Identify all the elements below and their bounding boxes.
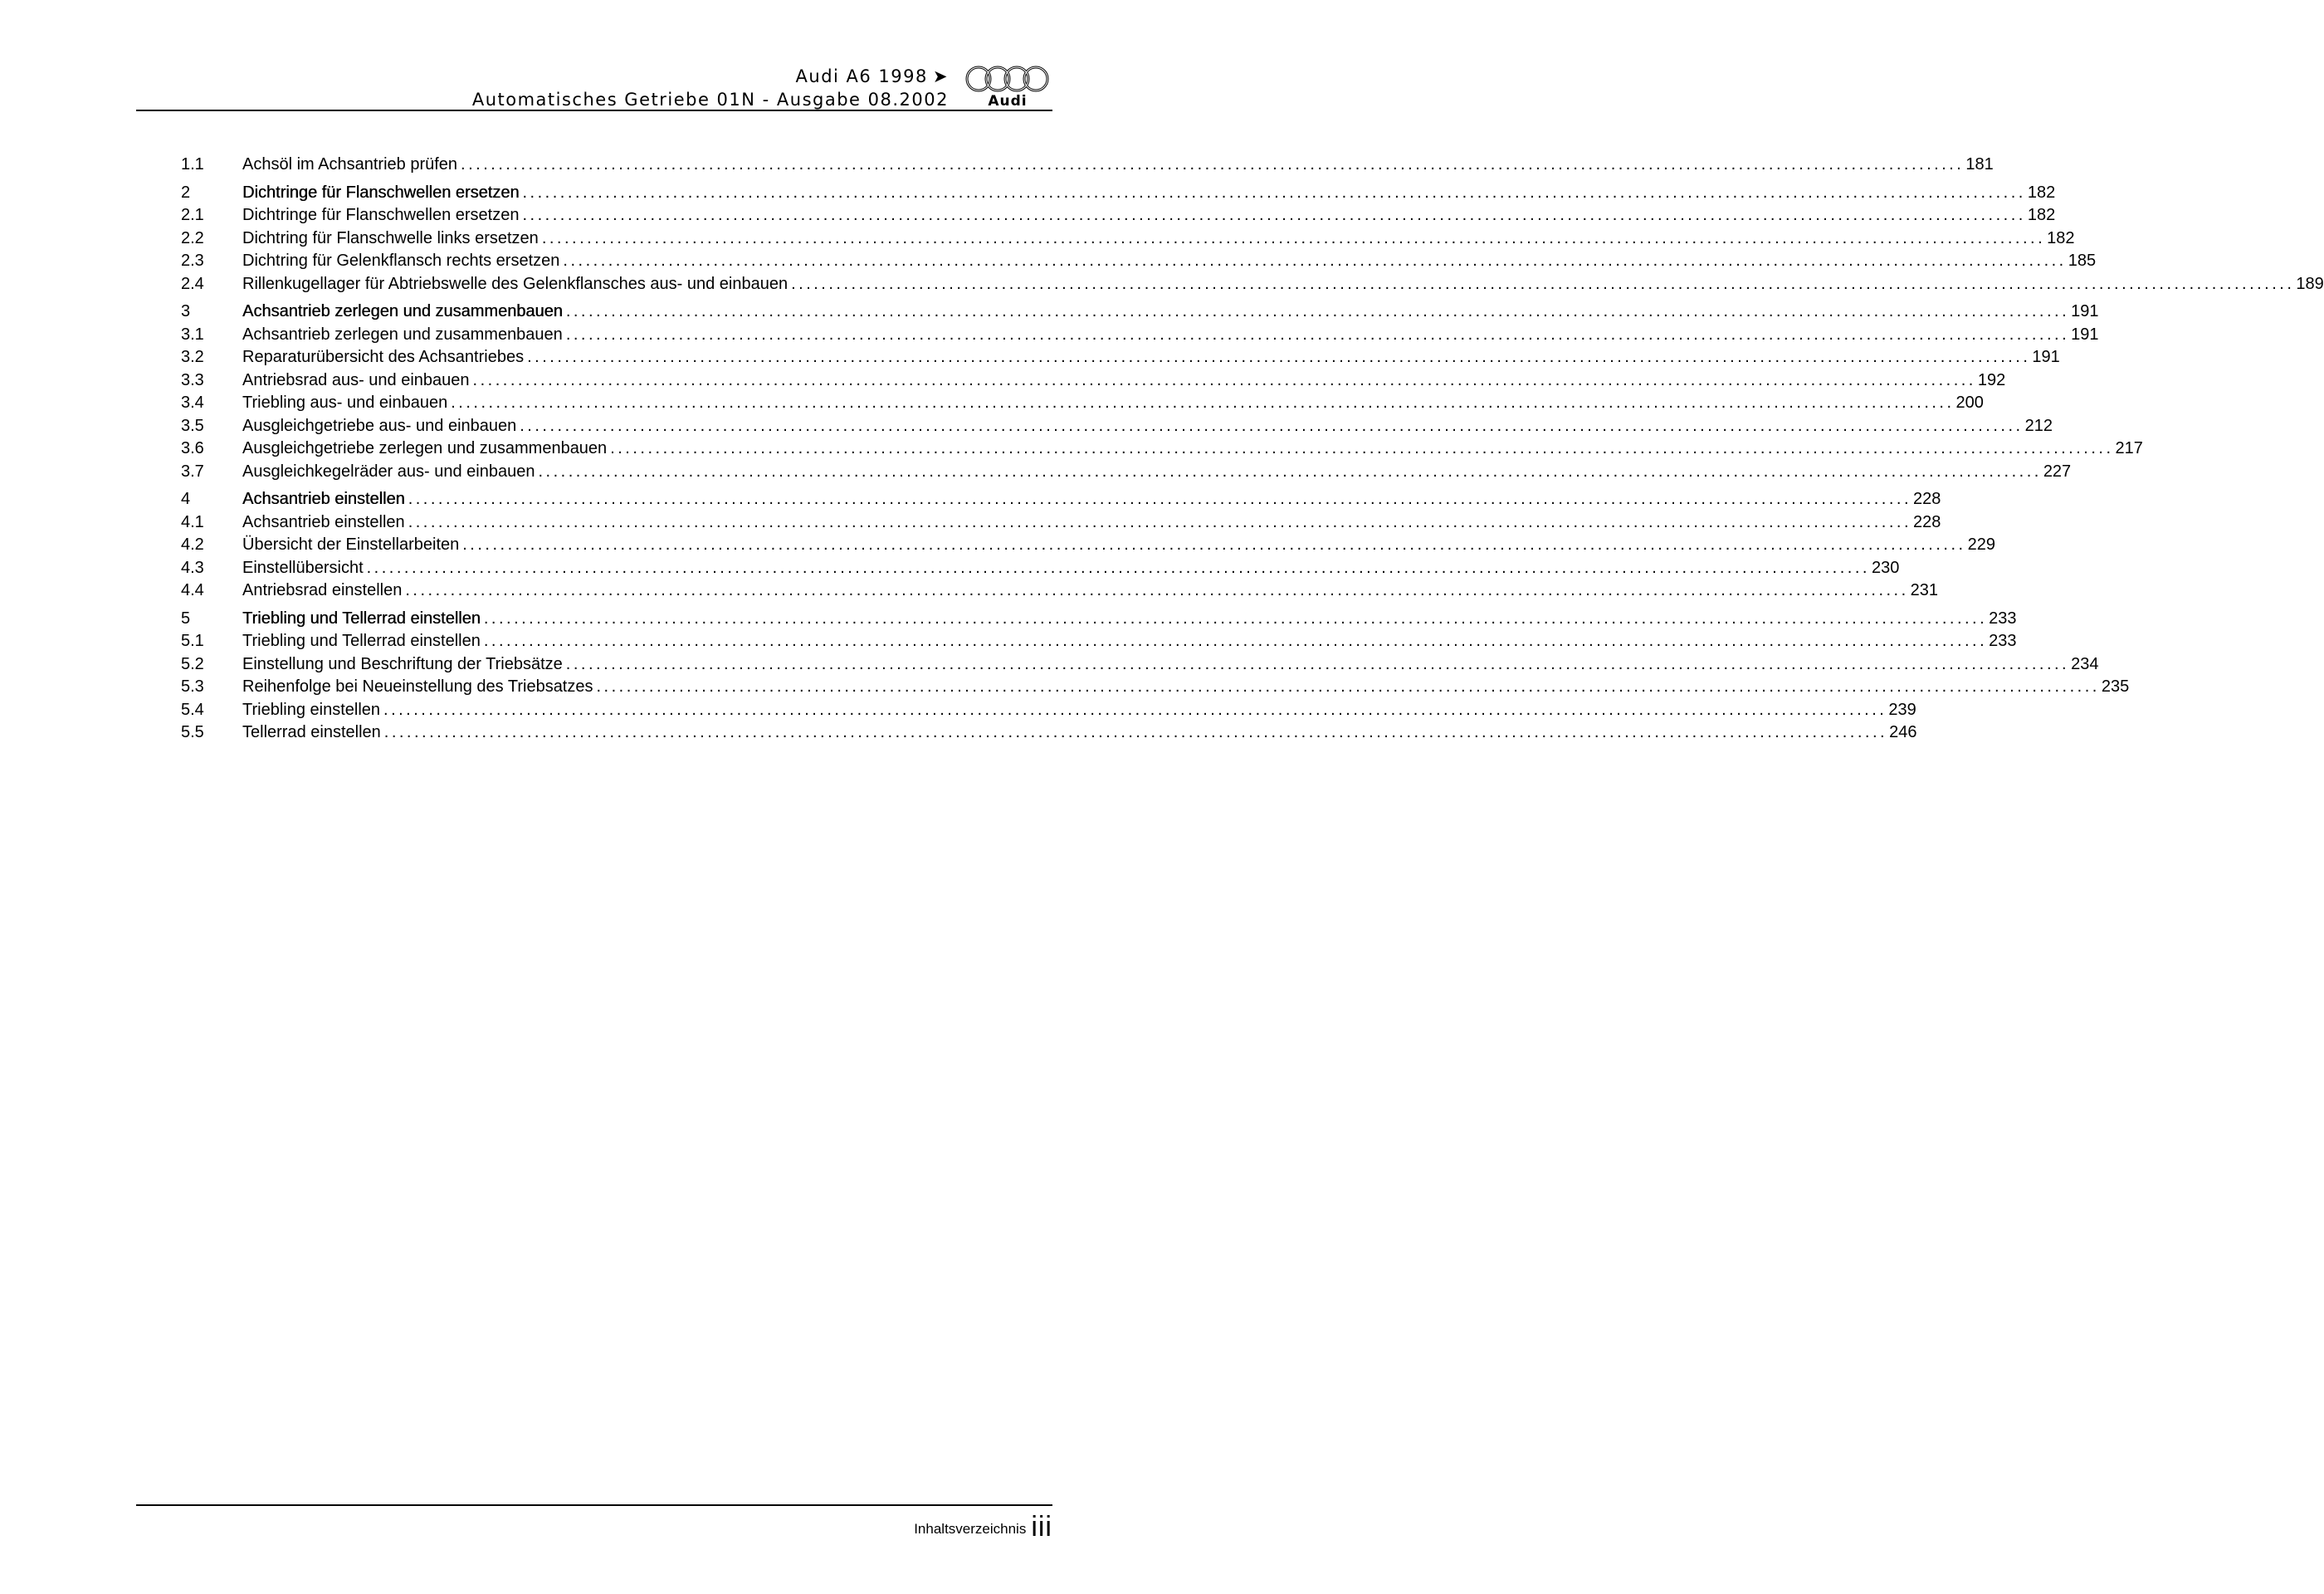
toc-row[interactable] (181, 557, 1900, 580)
toc-dot-leader: ........................................................................................................................................................................................................ (596, 677, 2100, 696)
toc-title: Tellerrad einstellen (242, 723, 381, 741)
toc-row[interactable] (181, 630, 2017, 653)
toc-title: Ausgleichgetriebe aus- und einbauen (242, 416, 517, 435)
toc-number: 2.4 (181, 274, 204, 293)
toc-page-number: 229 (1967, 535, 1995, 554)
toc-title: Triebling und Tellerrad einstellen (242, 609, 481, 628)
toc-dot-leader: ........................................................................................................................................................................................................ (383, 700, 1887, 719)
header-divider (136, 110, 1052, 111)
toc-row[interactable] (181, 273, 2324, 296)
footer-page-number: iii (1031, 1511, 1052, 1543)
toc-number: 5.2 (181, 654, 204, 673)
toc-dot-leader: ........................................................................................................................................................................................................ (522, 206, 2026, 224)
toc-dot-leader: ........................................................................................................................................................................................................ (563, 252, 2067, 270)
toc-row[interactable] (181, 653, 2099, 677)
header-model-text: Audi A6 1998 (795, 66, 928, 86)
toc-page-number: 233 (1989, 609, 2017, 628)
toc-title: Antriebsrad einstellen (242, 581, 403, 599)
toc-page-number: 233 (1989, 632, 2017, 650)
toc-page-number: 191 (2071, 302, 2099, 320)
toc-page-number: 212 (2024, 416, 2053, 435)
toc-page-number: 228 (1913, 512, 1941, 531)
toc-number: 3.5 (181, 416, 204, 435)
toc-page-number: 231 (1910, 581, 1939, 599)
toc-dot-leader: ........................................................................................................................................................................................................ (366, 558, 1870, 577)
footer-divider (136, 1504, 1052, 1506)
toc-title: Achsantrieb zerlegen und zusammenbauen (242, 325, 563, 344)
toc-number: 4.3 (181, 558, 204, 577)
toc-page-number: 230 (1871, 558, 1900, 577)
toc-title: Antriebsrad aus- und einbauen (242, 370, 470, 389)
audi-logo (963, 65, 1052, 111)
toc-number: 5.1 (181, 632, 204, 650)
toc-page-number: 192 (1977, 370, 2006, 389)
toc-dot-leader: ........................................................................................................................................................................................................ (520, 416, 2024, 435)
toc-row[interactable] (181, 204, 2056, 227)
toc-dot-leader: ........................................................................................................................................................................................................ (405, 581, 1909, 599)
page-header (136, 63, 1052, 113)
toc-number: 3.2 (181, 348, 204, 366)
toc-chapter-row[interactable] (181, 488, 1941, 511)
toc-dot-leader: ........................................................................................................................................................................................................ (461, 155, 1965, 174)
toc-dot-leader: ........................................................................................................................................................................................................ (383, 723, 1888, 741)
toc-row[interactable] (181, 721, 1917, 745)
toc-title: Reparaturübersicht des Achsantriebes (242, 348, 525, 366)
toc-dot-leader: ........................................................................................................................................................................................................ (408, 512, 1912, 531)
toc-row[interactable] (181, 534, 1995, 557)
toc-number: 1.1 (181, 155, 204, 174)
toc-page-number: 246 (1889, 723, 1917, 741)
toc-row[interactable] (181, 699, 1916, 722)
toc-number: 3 (181, 302, 191, 320)
toc-title: Dichtring für Gelenkflansch rechts ersetzen (242, 252, 560, 270)
toc-dot-leader: ........................................................................................................................................................................................................ (565, 302, 2070, 320)
audi-rings-icon (963, 65, 1052, 93)
toc-page-number: 228 (1913, 490, 1941, 508)
toc-page-number: 191 (2071, 325, 2099, 344)
toc-page-number: 234 (2071, 654, 2099, 673)
toc-row[interactable] (181, 461, 2072, 484)
toc-title: Reihenfolge bei Neueinstellung des Triebsatzes (242, 677, 593, 696)
toc-row[interactable] (181, 227, 2075, 251)
toc-dot-leader: ........................................................................................................................................................................................................ (610, 439, 2114, 457)
toc-number: 5.4 (181, 700, 204, 719)
toc-title: Einstellung und Beschriftung der Triebsätze (242, 654, 563, 673)
toc-number: 3.7 (181, 462, 204, 481)
toc-title: Rillenkugellager für Abtriebswelle des Gelenkflansches aus- und einbauen (242, 274, 788, 293)
toc-row[interactable] (181, 676, 2130, 699)
toc-row[interactable] (181, 324, 2099, 347)
toc-dot-leader: ........................................................................................................................................................................................................ (527, 348, 2031, 366)
toc-title: Einstellübersicht (242, 558, 364, 577)
toc-title: Achsantrieb einstellen (242, 490, 405, 508)
toc-title: Dichtring für Flanschwelle links ersetzen (242, 228, 539, 247)
toc-dot-leader: ........................................................................................................................................................................................................ (541, 228, 2046, 247)
toc-title: Achsöl im Achsantrieb prüfen (242, 155, 458, 174)
arrow-icon: ➤ (932, 66, 949, 86)
toc-title: Ausgleichgetriebe zerlegen und zusammenbauen (242, 439, 608, 457)
toc-chapter-row[interactable] (181, 182, 2056, 205)
toc-row[interactable] (181, 415, 2053, 438)
toc-row[interactable] (181, 369, 2006, 393)
audi-logo-text: Audi (988, 93, 1028, 110)
toc-number: 3.3 (181, 370, 204, 389)
toc-dot-leader: ........................................................................................................................................................................................................ (472, 370, 1976, 389)
toc-page-number: 189 (2296, 274, 2324, 293)
toc-page-number: 227 (2043, 462, 2072, 481)
toc-title: Achsantrieb einstellen (242, 512, 405, 531)
toc-title: Triebling und Tellerrad einstellen (242, 632, 481, 650)
toc-page-number: 182 (2047, 228, 2075, 247)
toc-title: Dichtringe für Flanschwellen ersetzen (242, 206, 520, 224)
toc-number: 5.5 (181, 723, 204, 741)
header-model (796, 66, 949, 86)
toc-number: 4.4 (181, 581, 204, 599)
toc-dot-leader: ........................................................................................................................................................................................................ (483, 609, 1988, 628)
toc-page-number: 185 (2068, 252, 2097, 270)
footer-section-label: Inhaltsverzeichnis (914, 1521, 1027, 1537)
toc-row[interactable] (181, 438, 2143, 461)
toc-number: 2.3 (181, 252, 204, 270)
toc-dot-leader: ........................................................................................................................................................................................................ (408, 490, 1912, 508)
toc-number: 2.2 (181, 228, 204, 247)
toc-title: Übersicht der Einstellarbeiten (242, 535, 460, 554)
toc-dot-leader: ........................................................................................................................................................................................................ (451, 394, 1955, 412)
toc-row[interactable] (181, 392, 1984, 415)
toc-page-number: 235 (2101, 677, 2130, 696)
toc-page-number: 239 (1888, 700, 1916, 719)
toc-row[interactable] (181, 511, 1941, 535)
toc-row[interactable] (181, 250, 2097, 273)
toc-title: Dichtringe für Flanschwellen ersetzen (242, 183, 520, 202)
toc-number: 4.1 (181, 512, 204, 531)
page-footer (914, 1513, 1052, 1541)
toc-dot-leader: ........................................................................................................................................................................................................ (538, 462, 2042, 481)
toc-title: Triebling aus- und einbauen (242, 394, 448, 412)
toc-number: 5 (181, 609, 191, 628)
table-of-contents (181, 154, 2324, 745)
toc-number: 4 (181, 490, 191, 508)
toc-page-number: 217 (2115, 439, 2143, 457)
toc-page-number: 200 (1955, 394, 1984, 412)
toc-row[interactable] (181, 154, 1994, 177)
toc-chapter-row[interactable] (181, 301, 2099, 324)
toc-dot-leader: ........................................................................................................................................................................................................ (791, 274, 2295, 293)
toc-dot-leader: ........................................................................................................................................................................................................ (462, 535, 1966, 554)
toc-page-number: 182 (2027, 183, 2056, 202)
toc-chapter-row[interactable] (181, 608, 2017, 631)
toc-page-number: 191 (2032, 348, 2060, 366)
toc-row[interactable] (181, 346, 2060, 369)
toc-number: 3.1 (181, 325, 204, 344)
toc-number: 3.6 (181, 439, 204, 457)
toc-number: 5.3 (181, 677, 204, 696)
header-subtitle: Automatisches Getriebe 01N - Ausgabe 08.2002 (471, 90, 949, 110)
toc-number: 4.2 (181, 535, 204, 554)
toc-dot-leader: ........................................................................................................................................................................................................ (565, 654, 2070, 673)
toc-number: 2.1 (181, 206, 204, 224)
toc-dot-leader: ........................................................................................................................................................................................................ (483, 632, 1988, 650)
toc-page-number: 182 (2027, 206, 2056, 224)
toc-dot-leader: ........................................................................................................................................................................................................ (565, 325, 2070, 344)
toc-title: Triebling einstellen (242, 700, 381, 719)
toc-dot-leader: ........................................................................................................................................................................................................ (522, 183, 2026, 202)
toc-row[interactable] (181, 579, 1939, 603)
toc-page-number: 181 (1965, 155, 1994, 174)
toc-number: 2 (181, 183, 191, 202)
toc-title: Ausgleichkegelräder aus- und einbauen (242, 462, 535, 481)
toc-number: 3.4 (181, 394, 204, 412)
toc-title: Achsantrieb zerlegen und zusammenbauen (242, 302, 563, 320)
